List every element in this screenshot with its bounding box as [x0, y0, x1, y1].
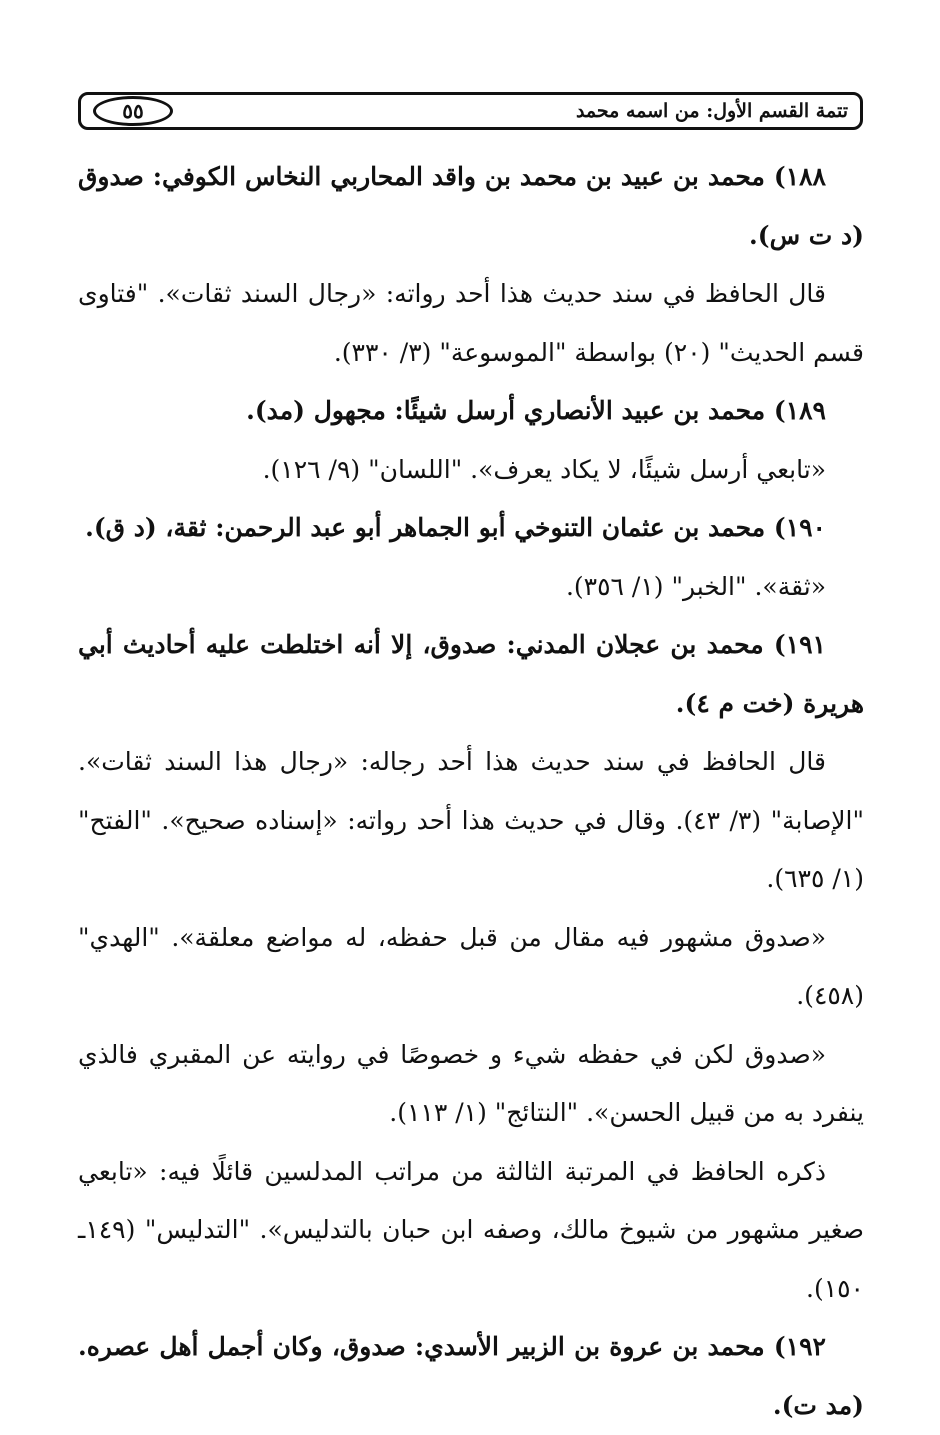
commentary-paragraph: «صدوق مشهور فيه مقال من قبل حفظه، له مواضع معلقة». "الهدي" (٤٥٨).	[78, 922, 864, 1010]
entry-189: ١٨٩) محمد بن عبيد الأنصاري أرسل شيئًا: مجهول (مد).	[246, 396, 826, 425]
commentary-paragraph: قال الحافظ في سند حديث هذا أحد رجاله: «رجال هذا السند ثقات». "الإصابة" (٣/ ٤٣). وقال في حديث هذا أحد رواته: «إسناده صحيح». "الفتح" (١/ ٦٣٥).	[78, 747, 865, 893]
commentary-paragraph: «تابعي أرسل شيئًا، لا يكاد يعرف». "اللسان" (٩/ ١٢٦).	[262, 454, 826, 484]
page-header	[78, 92, 863, 130]
page-number: ٥٥	[93, 96, 173, 126]
commentary-paragraph: «ثقة». "الخبر" (١/ ٣٥٦).	[565, 571, 826, 601]
commentary-paragraph: «صدوق لكن في حفظه شيء و خصوصًا في روايته عن المقبري فالذي ينفرد به من قبيل الحسن». "النتائج" (١/ ١١٣).	[78, 1039, 864, 1127]
running-title: تتمة القسم الأول: من اسمه محمد	[575, 100, 848, 122]
entry-191: ١٩١) محمد بن عجلان المدني: صدوق، إلا أنه اختلطت عليه أحاديث أبي هريرة (خت م ٤).	[78, 630, 864, 718]
commentary-paragraph: قال الحافظ في سند حديث هذا أحد رواته: «رجال السند ثقات». "فتاوى قسم الحديث" (٢٠) بواسطة "الموسوعة" (٣/ ٣٣٠).	[78, 279, 864, 367]
entry-192: ١٩٢) محمد بن عروة بن الزبير الأسدي: صدوق، وكان أجمل أهل عصره. (مد ت).	[78, 1332, 864, 1420]
commentary-paragraph: ذكره الحافظ في المرتبة الثالثة من مراتب المدلسين قائلًا فيه: «تابعي صغير مشهور من شيوخ مالك، وصفه ابن حبان بالتدليس». "التدليس" (١٤٩ـ ١٥٠).	[78, 1156, 864, 1303]
entry-190: ١٩٠) محمد بن عثمان التنوخي أبو الجماهر أبو عبد الرحمن: ثقة، (د ق).	[85, 513, 826, 542]
entry-188: ١٨٨) محمد بن عبيد بن محمد بن واقد المحاربي النخاس الكوفي: صدوق (د ت س).	[78, 162, 864, 250]
page-body	[78, 148, 864, 1435]
